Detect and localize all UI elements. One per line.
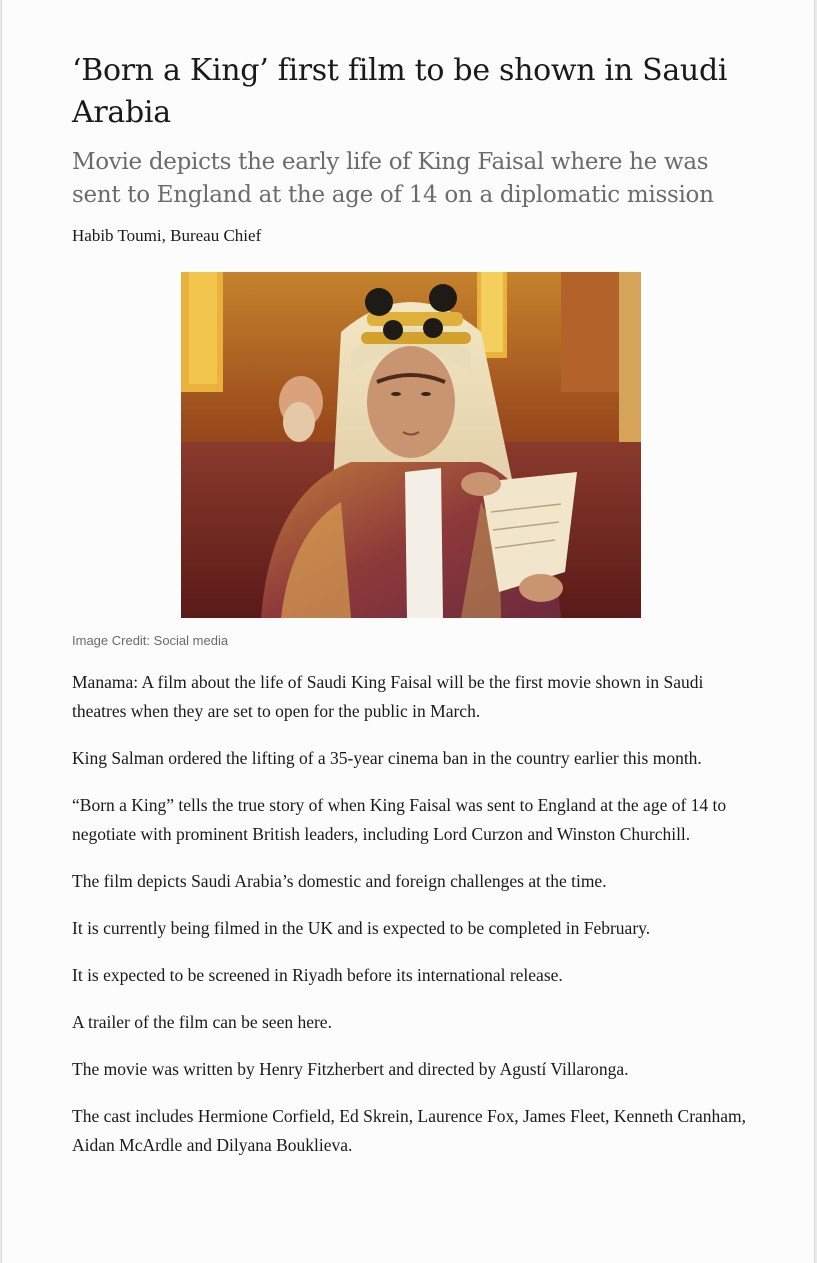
article-paragraph: It is currently being filmed in the UK and is expected to be completed in February. [72, 918, 651, 938]
article-body [72, 668, 752, 1160]
article-paragraph: King Salman ordered the lifting of a 35-year cinema ban in the country earlier this month. [72, 748, 702, 768]
article-paragraph: The movie was written by Henry Fitzherbert and directed by Agustí Villaronga. [72, 1059, 629, 1079]
article-paragraph: The film depicts Saudi Arabia’s domestic and foreign challenges at the time. [72, 871, 607, 891]
article-subheadline: Movie depicts the early life of King Faisal where he was sent to England at the age of 14 on a diplomatic mission [72, 149, 714, 208]
article-paragraph: The cast includes Hermione Corfield, Ed Skrein, Laurence Fox, James Fleet, Kenneth Cranham, Aidan McArdle and Dilyana Bouklieva. [72, 1106, 747, 1155]
article-photo [181, 272, 641, 618]
article-page [1, 0, 815, 1263]
article-headline: ‘Born a King’ first film to be shown in Saudi Arabia [72, 53, 728, 130]
article-paragraph: A trailer of the film can be seen here. [72, 1012, 332, 1032]
image-credit: Image Credit: Social media [72, 633, 229, 648]
photo-illustration [181, 272, 641, 618]
article [72, 50, 752, 1178]
article-paragraph: It is expected to be screened in Riyadh before its international release. [72, 965, 563, 985]
article-paragraph: Manama: A film about the life of Saudi King Faisal will be the first movie shown in Saudi theatres when they are set to open for the public in March. [72, 672, 704, 721]
article-figure [72, 272, 752, 650]
article-paragraph: “Born a King” tells the true story of when King Faisal was sent to England at the age of 14 to negotiate with prominent British leaders, including Lord Curzon and Winston Churchill. [72, 795, 727, 844]
article-byline: Habib Toumi, Bureau Chief [72, 226, 262, 245]
